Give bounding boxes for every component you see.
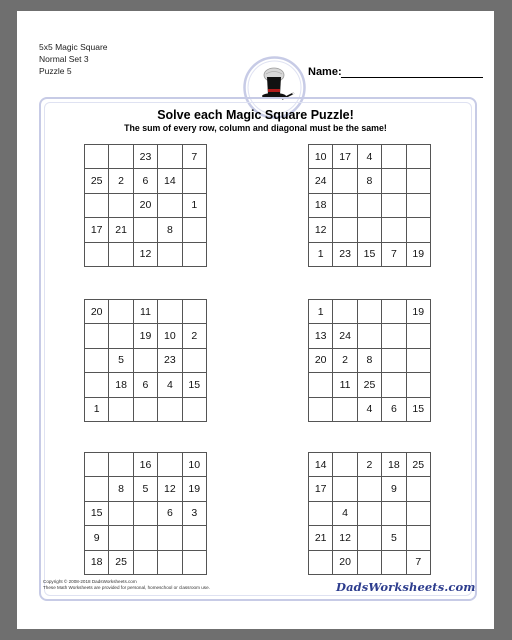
worksheet-subtitle: The sum of every row, column and diagonal must be the same! [124,123,387,133]
grid-cell: 14 [309,453,333,477]
grid-row [309,397,431,421]
grid-cell: 1 [309,242,333,266]
grid-cell: 4 [158,373,182,397]
grid-cell[interactable] [382,145,406,169]
grid-cell[interactable] [406,477,430,501]
grid-cell: 21 [309,526,333,550]
grid-row [309,453,431,477]
grid-cell: 10 [182,453,206,477]
grid-row [309,242,431,266]
grid-cell: 20 [309,348,333,372]
grid-cell[interactable] [382,193,406,217]
grid-cell: 15 [182,373,206,397]
grid-row [309,300,431,324]
grid-cell: 14 [158,169,182,193]
grid-cell[interactable] [357,300,381,324]
grid-cell[interactable] [406,169,430,193]
grid-cell[interactable] [357,550,381,574]
grid-cell: 23 [333,242,357,266]
grid-row [309,501,431,525]
grid-cell[interactable] [309,550,333,574]
grid-cell[interactable] [182,242,206,266]
grid-cell: 25 [109,550,133,574]
grid-cell: 24 [309,169,333,193]
grid-cell: 23 [158,348,182,372]
grid-cell[interactable] [182,218,206,242]
magic-square-grid [84,452,207,575]
grid-cell[interactable] [109,193,133,217]
grid-cell: 1 [85,397,109,421]
grid-cell[interactable] [357,501,381,525]
grid-row [309,526,431,550]
grid-cell: 17 [333,145,357,169]
grid-cell[interactable] [382,218,406,242]
grid-cell[interactable] [133,348,157,372]
grid-cell[interactable] [406,193,430,217]
grid-cell[interactable] [333,453,357,477]
grid-cell: 6 [158,501,182,525]
grid-cell[interactable] [357,526,381,550]
grid-cell: 12 [158,477,182,501]
grid-cell[interactable] [158,193,182,217]
grid-cell: 3 [182,501,206,525]
grid-cell: 1 [309,300,333,324]
grid-row [85,397,207,421]
grid-cell: 19 [133,324,157,348]
grid-cell[interactable] [382,300,406,324]
grid-cell: 4 [357,397,381,421]
grid-cell: 8 [357,348,381,372]
grid-cell: 2 [182,324,206,348]
grid-cell[interactable] [109,300,133,324]
name-field-line[interactable] [341,77,483,78]
grid-row [309,193,431,217]
grid-cell: 8 [357,169,381,193]
grid-cell[interactable] [133,526,157,550]
grid-row [309,348,431,372]
worksheet-set: Normal Set 3 [39,54,89,64]
grid-cell[interactable] [406,348,430,372]
grid-cell: 16 [133,453,157,477]
grid-cell: 18 [382,453,406,477]
usage-note: These Math Worksheets are provided for personal, homeschool or classroom use. [43,585,210,590]
grid-cell: 12 [309,218,333,242]
grid-row [85,300,207,324]
grid-cell[interactable] [406,501,430,525]
grid-cell[interactable] [406,145,430,169]
grid-cell: 11 [333,373,357,397]
grid-cell[interactable] [406,526,430,550]
grid-cell: 1 [182,193,206,217]
grid-row [85,477,207,501]
grid-cell: 6 [133,373,157,397]
grid-cell[interactable] [333,477,357,501]
grid-cell: 2 [333,348,357,372]
grid-cell: 25 [357,373,381,397]
grid-row [85,324,207,348]
grid-cell[interactable] [109,453,133,477]
grid-row [309,373,431,397]
grid-cell[interactable] [382,348,406,372]
grid-cell: 9 [382,477,406,501]
footer [43,579,210,591]
grid-cell[interactable] [357,324,381,348]
grid-cell[interactable] [382,550,406,574]
grid-row [309,324,431,348]
grid-row [85,145,207,169]
grid-cell[interactable] [85,373,109,397]
grid-cell[interactable] [158,242,182,266]
grid-cell[interactable] [109,526,133,550]
grid-cell[interactable] [158,453,182,477]
grid-row [85,193,207,217]
grid-row [309,218,431,242]
grid-row [85,550,207,574]
worksheet-type: 5x5 Magic Square [39,42,108,52]
grid-cell[interactable] [406,218,430,242]
grid-cell[interactable] [357,218,381,242]
grid-cell: 5 [382,526,406,550]
grid-cell[interactable] [182,348,206,372]
grid-cell: 6 [382,397,406,421]
magic-square-grid [308,299,431,422]
grid-cell[interactable] [309,501,333,525]
grid-cell[interactable] [357,193,381,217]
grid-cell[interactable] [133,550,157,574]
grid-cell: 20 [133,193,157,217]
grid-cell: 12 [133,242,157,266]
grid-cell: 24 [333,324,357,348]
grid-cell: 8 [158,218,182,242]
grid-cell: 18 [85,550,109,574]
grid-cell[interactable] [85,324,109,348]
magic-square-grid [84,144,207,267]
grid-cell: 4 [357,145,381,169]
grid-cell: 19 [182,477,206,501]
worksheet-page [17,11,494,629]
grid-cell: 2 [109,169,133,193]
grid-cell[interactable] [85,145,109,169]
grid-row [85,169,207,193]
grid-cell[interactable] [109,242,133,266]
grid-cell[interactable] [85,453,109,477]
grid-cell[interactable] [309,397,333,421]
grid-cell: 20 [85,300,109,324]
grid-cell[interactable] [382,373,406,397]
grid-cell[interactable] [182,526,206,550]
grid-row [309,477,431,501]
grid-row [85,218,207,242]
grid-cell: 21 [109,218,133,242]
grid-cell: 4 [333,501,357,525]
worksheet-puzzle-number: Puzzle 5 [39,66,72,76]
grid-cell[interactable] [158,300,182,324]
grid-cell: 10 [309,145,333,169]
grid-cell: 15 [357,242,381,266]
grid-cell: 17 [85,218,109,242]
grid-cell[interactable] [109,501,133,525]
grid-row [85,242,207,266]
grid-cell[interactable] [133,218,157,242]
grid-cell[interactable] [333,300,357,324]
grid-row [309,145,431,169]
name-label: Name: [308,66,342,78]
grid-cell[interactable] [333,193,357,217]
grid-cell[interactable] [85,193,109,217]
grid-cell[interactable] [158,397,182,421]
grid-row [85,453,207,477]
grid-cell[interactable] [158,145,182,169]
grid-cell[interactable] [109,324,133,348]
grid-cell[interactable] [133,501,157,525]
grid-cell: 6 [133,169,157,193]
grid-cell[interactable] [85,348,109,372]
grid-row [85,373,207,397]
grid-cell[interactable] [158,550,182,574]
grid-cell: 9 [85,526,109,550]
grid-row [309,550,431,574]
grid-cell[interactable] [85,477,109,501]
magic-square-grid [84,299,207,422]
magic-square-grid [308,144,431,267]
grid-cell[interactable] [406,324,430,348]
grid-cell: 25 [85,169,109,193]
grid-cell: 7 [406,550,430,574]
grid-cell[interactable] [333,218,357,242]
grid-cell[interactable] [109,145,133,169]
grid-cell: 10 [158,324,182,348]
grid-cell[interactable] [333,397,357,421]
grid-cell[interactable] [333,169,357,193]
worksheet-title: Solve each Magic Square Puzzle! [157,108,354,122]
grid-cell: 7 [382,242,406,266]
brand-logo: DadsWorksheets.com [336,580,476,594]
grid-cell[interactable] [406,373,430,397]
worksheet-info [39,41,108,77]
grid-cell: 13 [309,324,333,348]
copyright-text: Copyright © 2008-2018 DadsWorksheets.com [43,579,137,584]
grid-cell: 23 [133,145,157,169]
grid-cell[interactable] [357,477,381,501]
grid-cell: 18 [309,193,333,217]
grid-cell[interactable] [382,169,406,193]
grid-row [85,526,207,550]
grid-cell: 2 [357,453,381,477]
grid-cell: 12 [333,526,357,550]
grid-cell[interactable] [182,169,206,193]
grid-cell: 18 [109,373,133,397]
grid-cell[interactable] [182,397,206,421]
grid-cell: 5 [133,477,157,501]
grid-cell: 19 [406,242,430,266]
grid-cell[interactable] [382,324,406,348]
grid-cell: 15 [85,501,109,525]
grid-row [85,348,207,372]
grid-cell[interactable] [133,397,157,421]
grid-cell: 11 [133,300,157,324]
grid-cell[interactable] [182,300,206,324]
grid-cell[interactable] [309,373,333,397]
grid-cell[interactable] [85,242,109,266]
grid-row [85,501,207,525]
grid-row [309,169,431,193]
grid-cell: 25 [406,453,430,477]
grid-cell: 20 [333,550,357,574]
grid-cell[interactable] [109,397,133,421]
grid-cell: 8 [109,477,133,501]
grid-cell[interactable] [382,501,406,525]
grid-cell: 15 [406,397,430,421]
grid-cell: 5 [109,348,133,372]
grid-cell[interactable] [182,550,206,574]
grid-cell: 17 [309,477,333,501]
magic-square-grid [308,452,431,575]
grid-cell: 19 [406,300,430,324]
grid-cell[interactable] [158,526,182,550]
grid-cell: 7 [182,145,206,169]
